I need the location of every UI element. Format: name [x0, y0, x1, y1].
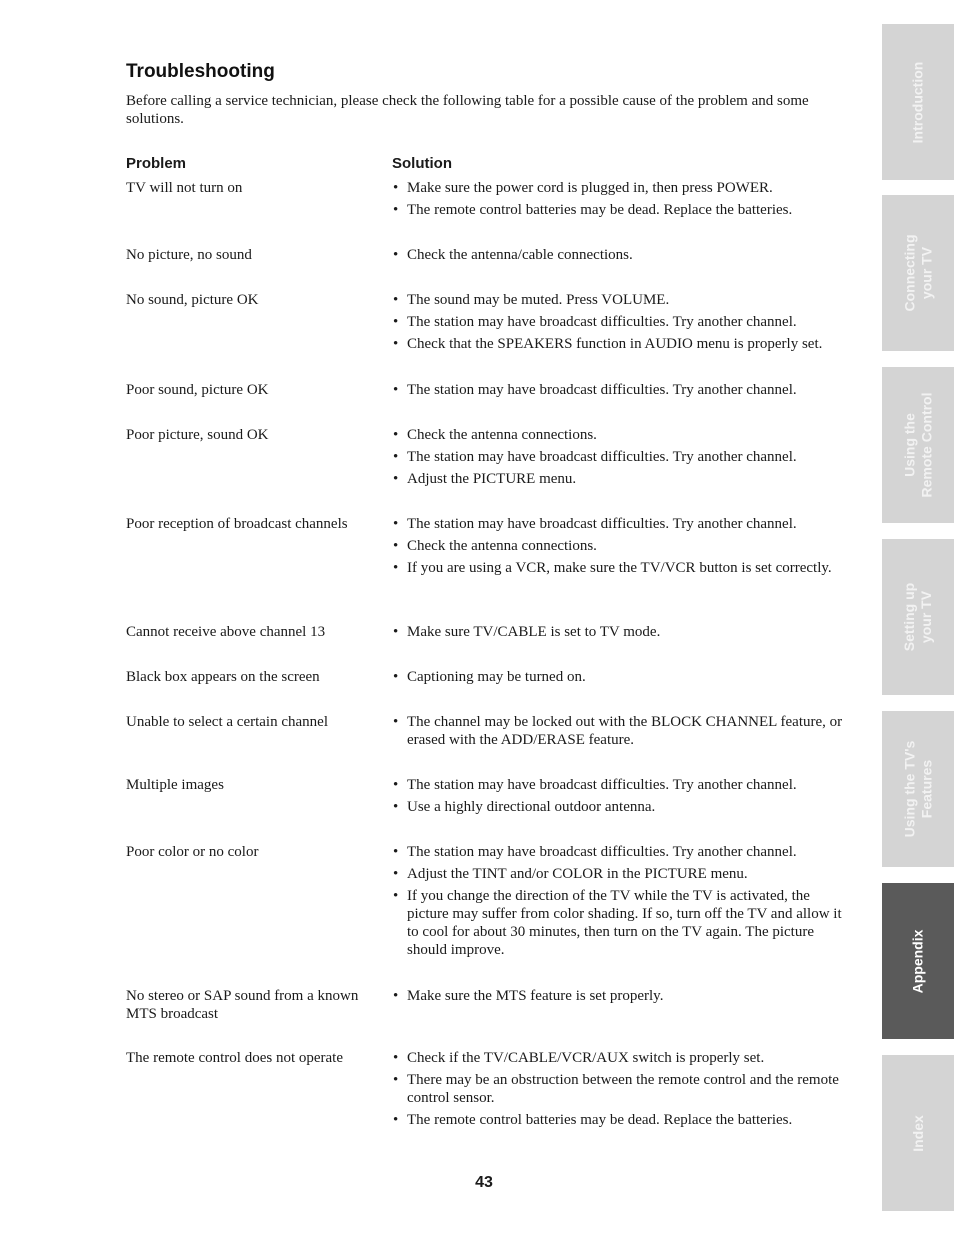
- tab-label-line-2: Features: [918, 759, 934, 819]
- tab-label-line-1: Introduction: [909, 61, 926, 143]
- solution-item: • The station may have broadcast difficulties. Try another channel.: [392, 313, 852, 331]
- tab-appendix[interactable]: [882, 883, 954, 1039]
- solution-item: • Check the antenna connections.: [392, 537, 852, 555]
- solution-item: • The station may have broadcast difficulties. Try another channel.: [392, 381, 852, 399]
- tab-label: [901, 235, 935, 312]
- tab-label: [901, 393, 935, 498]
- tab-introduction[interactable]: [882, 24, 954, 180]
- problem-text: No sound, picture OK: [126, 292, 259, 308]
- problem-text: The remote control does not operate: [126, 1050, 344, 1066]
- solution-item: • Check that the SPEAKERS function in AUDIO menu is properly set.: [392, 335, 852, 353]
- tab-label: [909, 1115, 926, 1152]
- tab-setting-up[interactable]: [882, 539, 954, 695]
- tab-connecting[interactable]: [882, 195, 954, 351]
- tab-label-line-1: Using the TV's: [901, 740, 917, 838]
- solution-item: • Check if the TV/CABLE/VCR/AUX switch is properly set.: [392, 1049, 852, 1067]
- problem-text: Multiple images: [126, 777, 224, 793]
- solution-item: • The remote control batteries may be dead. Replace the batteries.: [392, 1111, 852, 1129]
- solution-item: • If you are using a VCR, make sure the TV/VCR button is set correctly.: [392, 559, 852, 577]
- solution-item: • Adjust the PICTURE menu.: [392, 470, 852, 488]
- solution-list: [392, 291, 852, 357]
- problem-text: Black box appears on the screen: [126, 669, 320, 685]
- solution-item: • There may be an obstruction between the remote control and the remote control sensor.: [392, 1071, 852, 1107]
- solution-list: [392, 515, 852, 581]
- solution-list: [392, 843, 852, 963]
- intro-paragraph: Before calling a service technician, please check the following table for a possible cause of the problem and some solutions.: [126, 93, 809, 127]
- problem-text: Poor sound, picture OK: [126, 382, 269, 398]
- problem-text: No stereo or SAP sound from a known MTS broadcast: [126, 988, 359, 1022]
- problem-text: Poor reception of broadcast channels: [126, 516, 348, 532]
- tab-label: [910, 929, 927, 993]
- tab-label-line-1: Connecting: [901, 234, 917, 312]
- tab-label-line-2: Remote Control: [918, 392, 934, 498]
- solution-item: • Check the antenna/cable connections.: [392, 246, 852, 264]
- tab-label-line-1: Using the: [901, 413, 917, 477]
- tab-label-line-2: your TV: [918, 590, 934, 644]
- solution-list: [392, 246, 852, 268]
- tab-label: [901, 741, 935, 838]
- solution-list: [392, 1049, 852, 1133]
- solution-item: • Make sure the MTS feature is set properly.: [392, 987, 852, 1005]
- solution-list: [392, 668, 852, 690]
- solution-list: [392, 179, 852, 223]
- solution-list: [392, 776, 852, 820]
- solution-item: • The channel may be locked out with the BLOCK CHANNEL feature, or erased with the ADD/ERASE feature.: [392, 713, 852, 749]
- solution-item: • Use a highly directional outdoor antenna.: [392, 798, 852, 816]
- solution-column-header: Solution: [392, 155, 452, 172]
- solution-list: [392, 426, 852, 492]
- solution-item: • Captioning may be turned on.: [392, 668, 852, 686]
- page-title: Troubleshooting: [126, 61, 275, 82]
- problem-text: Poor color or no color: [126, 844, 259, 860]
- tab-label: [910, 61, 927, 143]
- tab-using-the-tv-s[interactable]: [882, 711, 954, 867]
- solution-item: • The station may have broadcast difficulties. Try another channel.: [392, 515, 852, 533]
- tab-index[interactable]: [882, 1055, 954, 1211]
- problem-text: Cannot receive above channel 13: [126, 624, 326, 640]
- tab-using-the[interactable]: [882, 367, 954, 523]
- solution-item: • The sound may be muted. Press VOLUME.: [392, 291, 852, 309]
- solution-item: • If you change the direction of the TV while the TV is activated, the picture may suffer from color shading. If so, turn off the TV and allow it to cool for about 30 minutes, then turn on the TV again. The picture should improve.: [392, 887, 852, 959]
- tab-label: [901, 583, 935, 651]
- solution-item: • The station may have broadcast difficulties. Try another channel.: [392, 843, 852, 861]
- solution-item: • Make sure TV/CABLE is set to TV mode.: [392, 623, 852, 641]
- tab-label-line-1: Setting up: [901, 582, 917, 652]
- page-number: 43: [475, 1174, 493, 1191]
- solution-item: • Make sure the power cord is plugged in, then press POWER.: [392, 179, 852, 197]
- problem-column-header: Problem: [126, 155, 187, 172]
- solution-item: • Adjust the TINT and/or COLOR in the PICTURE menu.: [392, 865, 852, 883]
- problem-text: No picture, no sound: [126, 247, 252, 263]
- solution-list: [392, 987, 852, 1009]
- solution-list: [392, 713, 852, 753]
- solution-item: • The remote control batteries may be dead. Replace the batteries.: [392, 201, 852, 219]
- solution-item: • The station may have broadcast difficulties. Try another channel.: [392, 776, 852, 794]
- solution-item: • Check the antenna connections.: [392, 426, 852, 444]
- problem-text: Poor picture, sound OK: [126, 427, 269, 443]
- tab-label-line-1: Index: [909, 1114, 926, 1152]
- tab-label-line-2: your TV: [918, 246, 934, 300]
- problem-text: Unable to select a certain channel: [126, 714, 328, 730]
- tab-label-line-1: Appendix: [909, 929, 926, 993]
- problem-text: TV will not turn on: [126, 180, 243, 196]
- solution-list: [392, 623, 852, 645]
- solution-list: [392, 381, 852, 403]
- solution-item: • The station may have broadcast difficulties. Try another channel.: [392, 448, 852, 466]
